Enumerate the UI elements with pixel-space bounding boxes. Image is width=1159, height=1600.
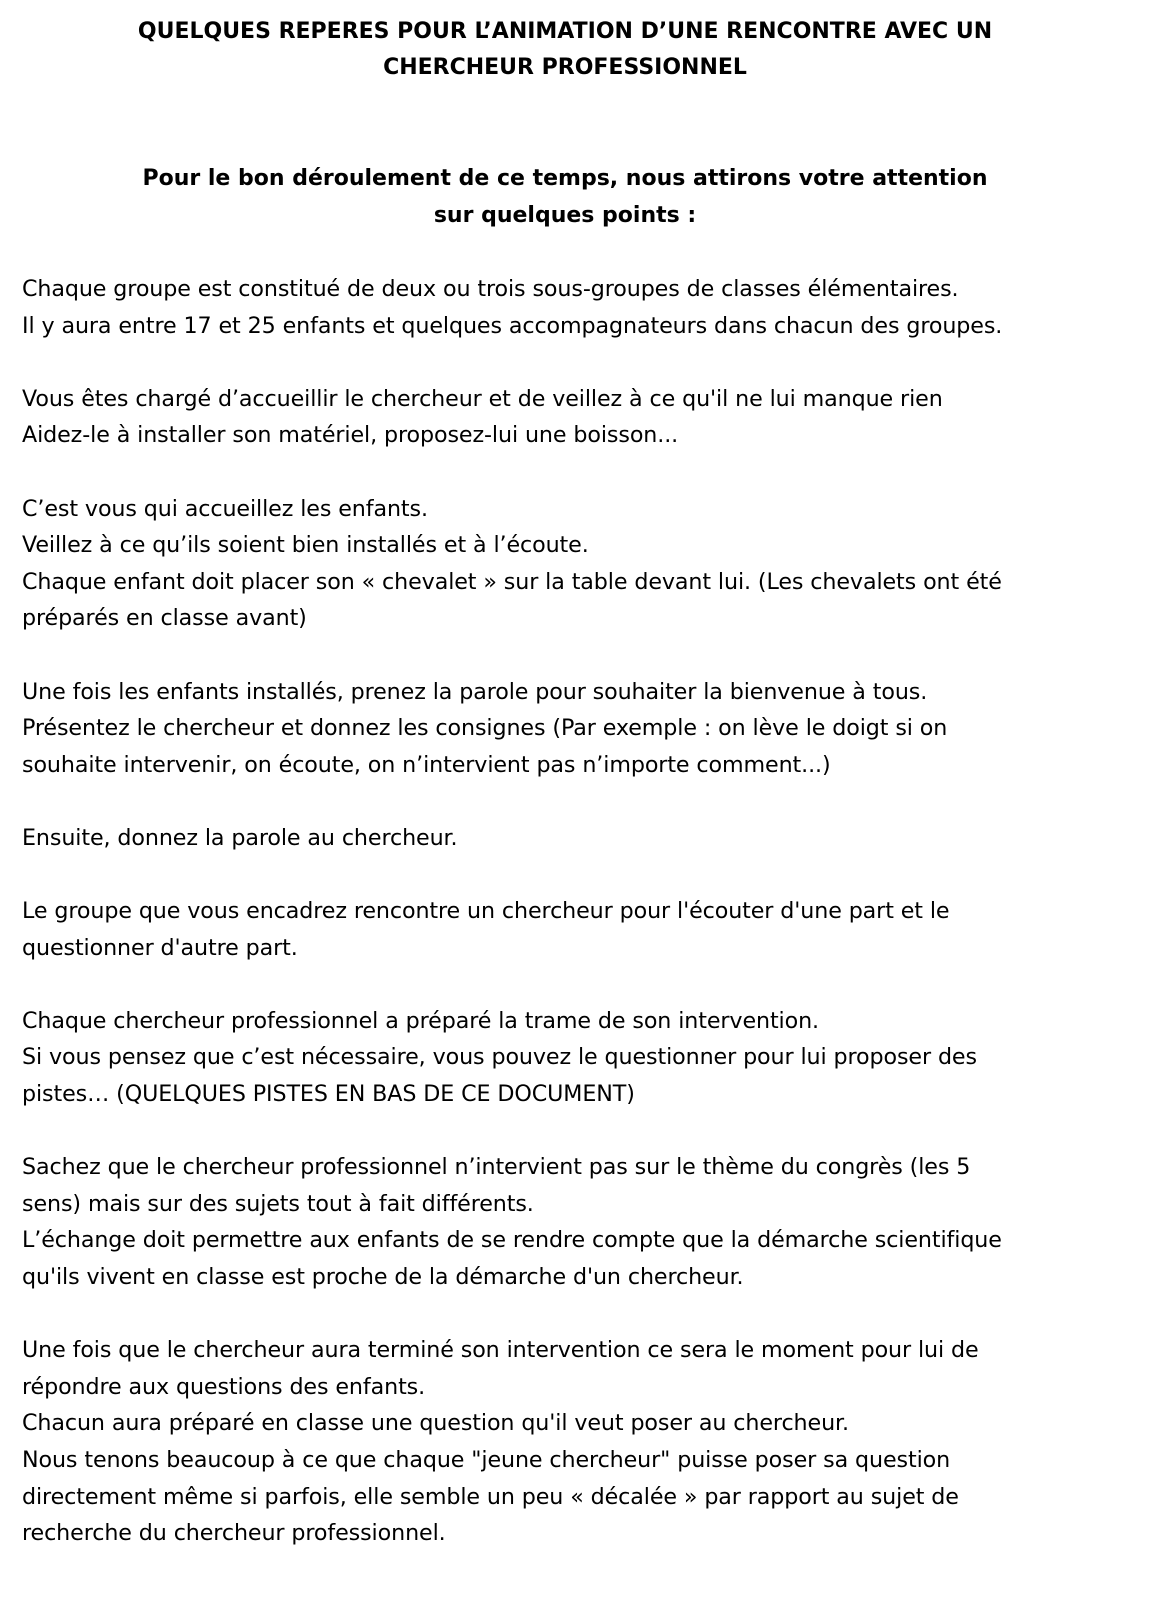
paragraph <box>22 674 1152 784</box>
text-line: questionner d'autre part. <box>22 934 298 961</box>
text-line: Sachez que le chercheur professionnel n’intervient pas sur le thème du congrès (les 5 <box>22 1154 971 1181</box>
paragraph <box>22 1332 1152 1552</box>
text-line: Nous tenons beaucoup à ce que chaque "jeune chercheur" puisse poser sa question <box>22 1447 951 1473</box>
text-line: qu'ils vivent en classe est proche de la démarche d'un chercheur. <box>22 1264 744 1291</box>
text-line: recherche du chercheur professionnel. <box>22 1520 446 1547</box>
paragraph <box>22 893 1152 966</box>
text-line: Une fois que le chercheur aura terminé son intervention ce sera le moment pour lui de <box>22 1337 979 1364</box>
text-line: sens) mais sur des sujets tout à fait différents. <box>22 1190 534 1217</box>
text-line: répondre aux questions des enfants. <box>22 1373 426 1400</box>
paragraph <box>22 820 1152 857</box>
subtitle-line: Pour le bon déroulement de ce temps, nous attirons votre attention <box>142 166 988 191</box>
title-line: QUELQUES REPERES POUR L’ANIMATION D’UNE RENCONTRE AVEC UN <box>137 19 993 44</box>
text-line: Chaque enfant doit placer son « chevalet » sur la table devant lui. (Les chevalets ont été <box>22 568 1002 595</box>
text-line: Vous êtes chargé d’accueillir le chercheur et de veillez à ce qu'il ne lui manque rien <box>22 385 943 412</box>
text-line: pistes… (QUELQUES PISTES EN BAS DE CE DOCUMENT) <box>22 1081 635 1108</box>
paragraph <box>22 381 1152 454</box>
text-line: Aidez-le à installer son matériel, proposez-lui une boisson... <box>22 422 679 449</box>
document-body <box>22 271 1152 1588</box>
text-line: Si vous pensez que c’est nécessaire, vous pouvez le questionner pour lui proposer des <box>22 1044 977 1071</box>
text-line: Une fois les enfants installés, prenez la parole pour souhaiter la bienvenue à tous. <box>22 678 928 705</box>
text-line: C’est vous qui accueillez les enfants. <box>22 495 428 522</box>
text-line: préparés en classe avant) <box>22 605 307 632</box>
paragraph <box>22 271 1152 344</box>
paragraph <box>22 491 1152 637</box>
text-line: Veillez à ce qu’ils soient bien installés et à l’écoute. <box>22 532 589 559</box>
text-line: Chaque chercheur professionnel a préparé la trame de son intervention. <box>22 1007 820 1034</box>
text-line: Il y aura entre 17 et 25 enfants et quelques accompagnateurs dans chacun des groupes. <box>22 312 1003 339</box>
text-line: Présentez le chercheur et donnez les consignes (Par exemple : on lève le doigt si on <box>22 715 948 742</box>
text-line: Le groupe que vous encadrez rencontre un chercheur pour l'écouter d'une part et le <box>22 898 950 925</box>
paragraph <box>22 1003 1152 1113</box>
text-line: souhaite intervenir, on écoute, on n’intervient pas n’importe comment...) <box>22 751 831 778</box>
text-line: Ensuite, donnez la parole au chercheur. <box>22 824 458 851</box>
paragraph <box>22 1149 1152 1295</box>
text-line: L’échange doit permettre aux enfants de se rendre compte que la démarche scientifique <box>22 1227 1002 1254</box>
text-line: Chaque groupe est constitué de deux ou trois sous-groupes de classes élémentaires. <box>22 276 959 302</box>
text-line: Chacun aura préparé en classe une question qu'il veut poser au chercheur. <box>22 1410 849 1437</box>
text-line: directement même si parfois, elle semble un peu « décalée » par rapport au sujet de <box>22 1483 959 1510</box>
document-title <box>0 14 1130 86</box>
subtitle-line: sur quelques points : <box>433 202 697 228</box>
document-subtitle <box>0 161 1130 234</box>
title-line: CHERCHEUR PROFESSIONNEL <box>383 55 747 80</box>
